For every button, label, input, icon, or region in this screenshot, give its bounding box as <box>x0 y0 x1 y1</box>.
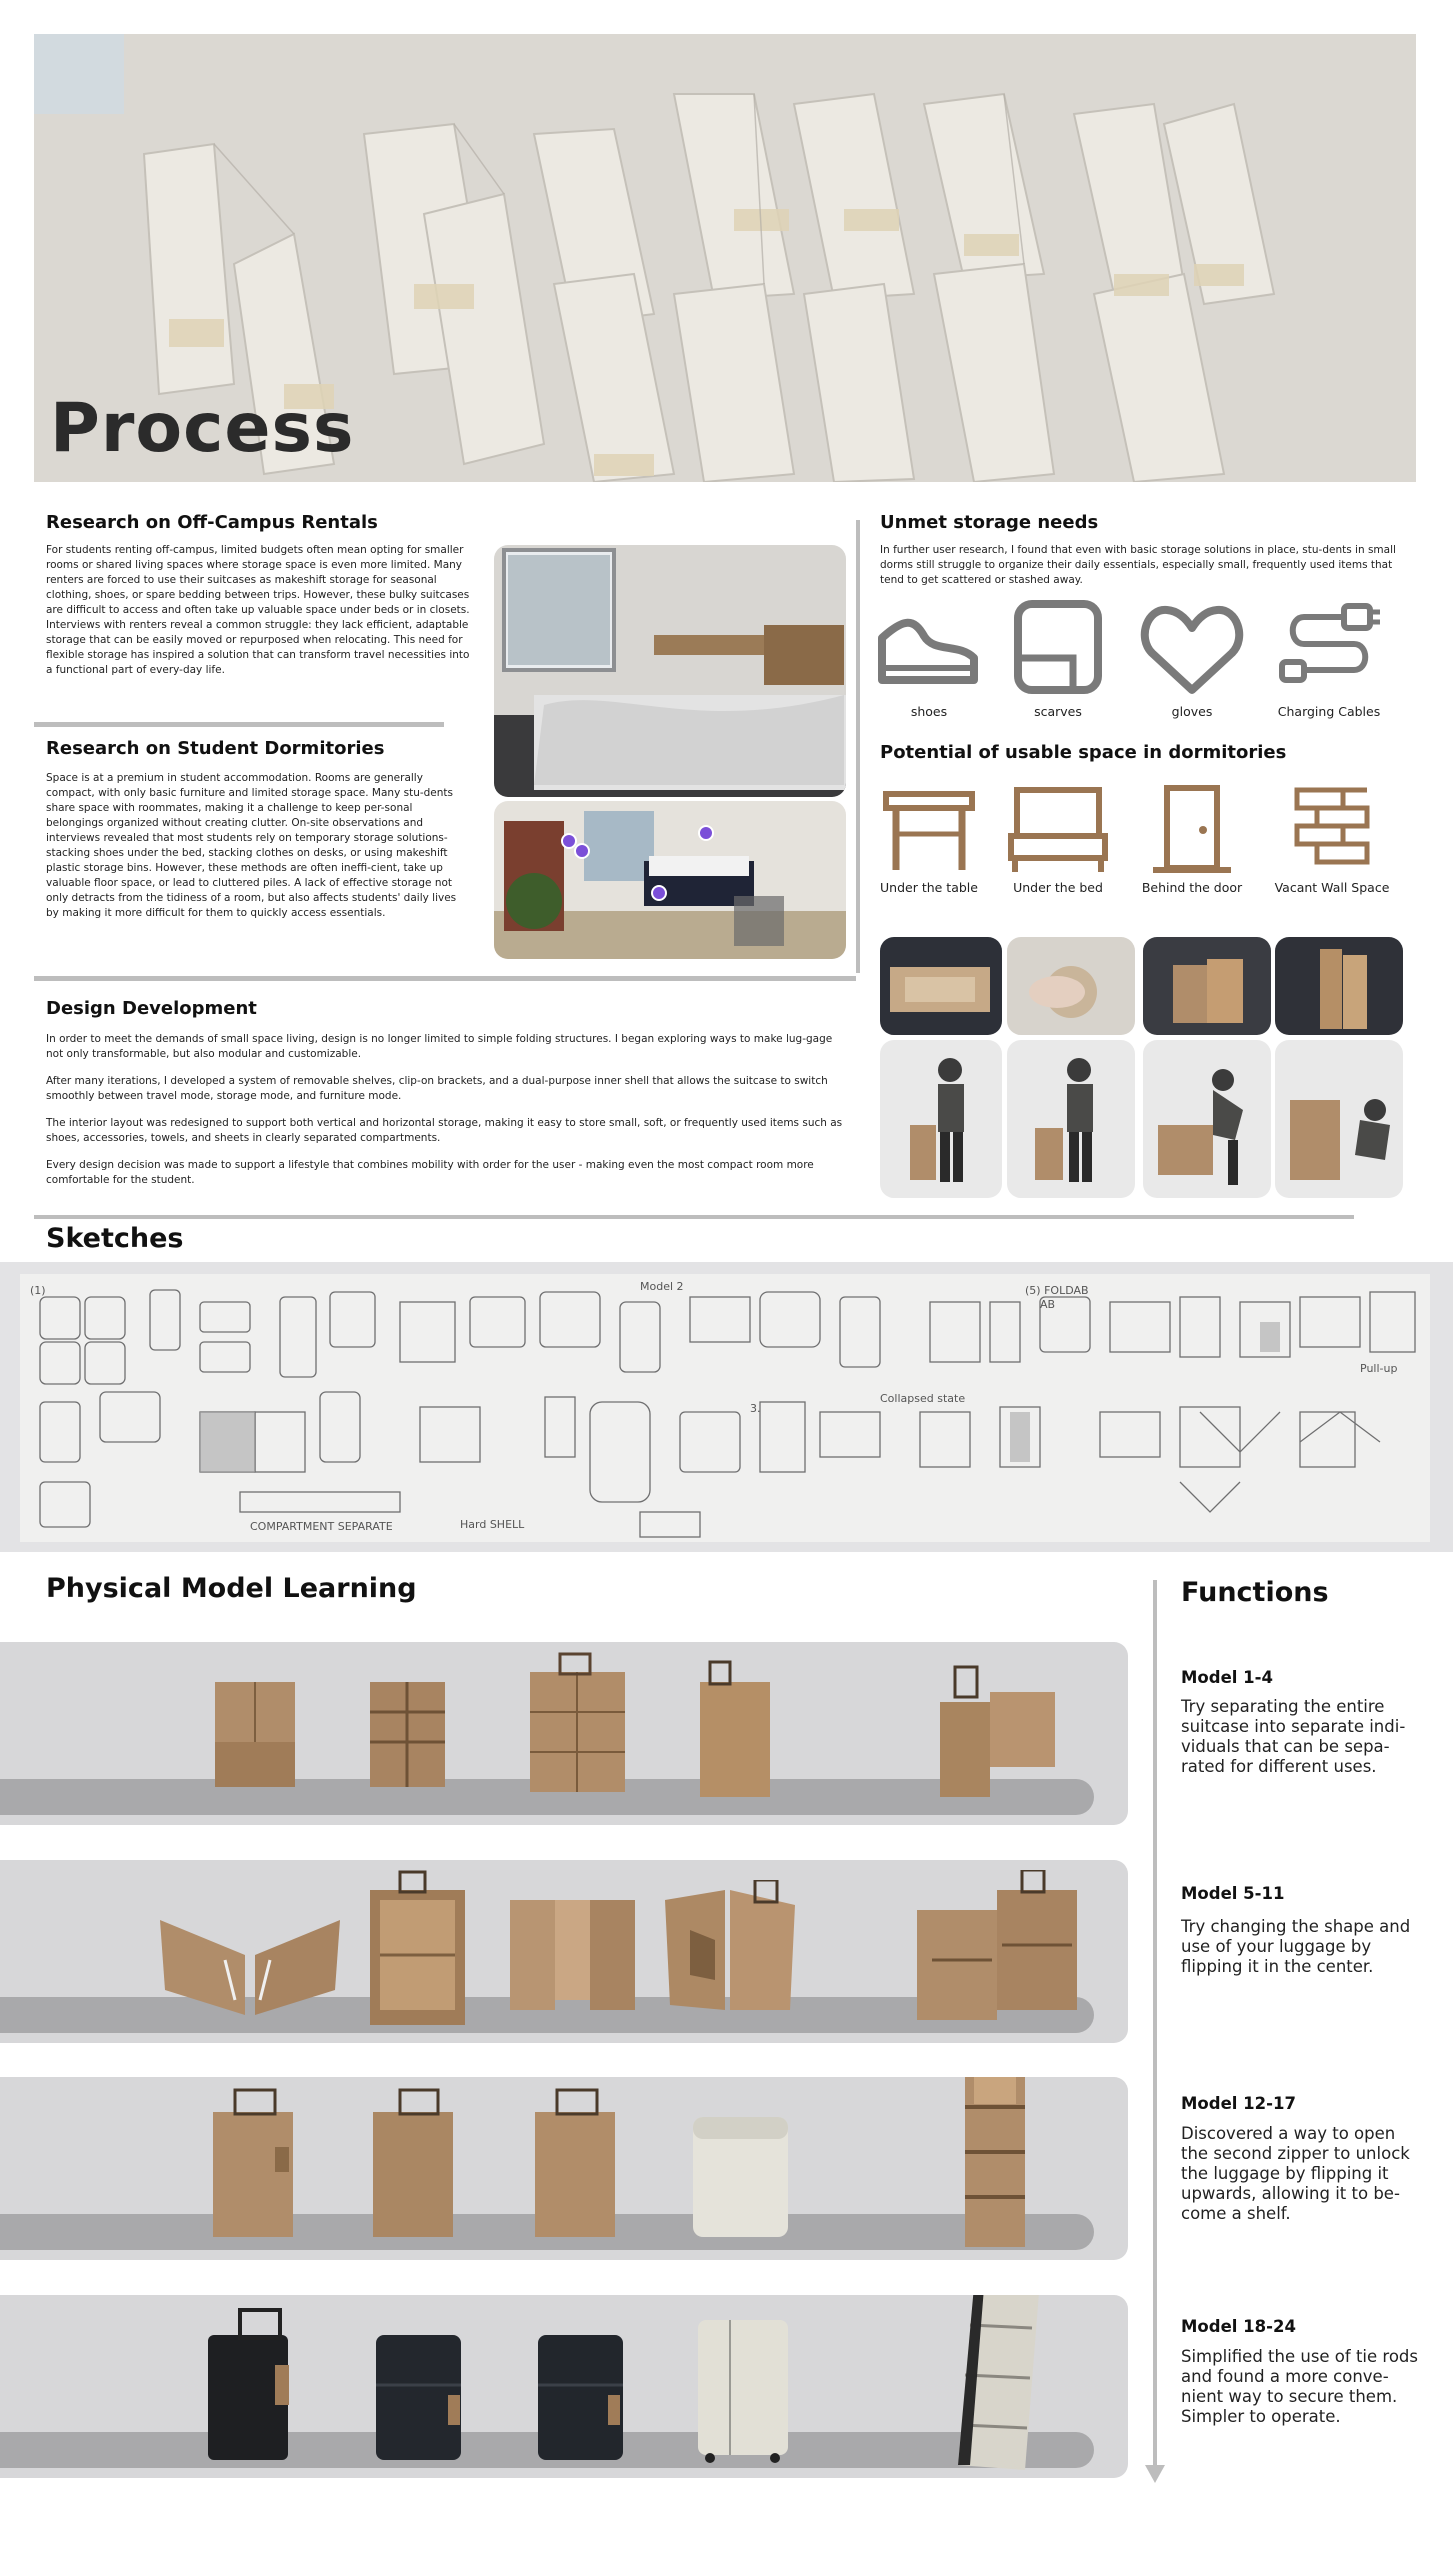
user-test-photo <box>1275 1040 1403 1198</box>
model-prototype <box>960 2077 1030 2252</box>
sketch-note: Model 2 <box>640 1280 684 1293</box>
sketch-note: (1) <box>30 1284 46 1297</box>
user-test-photo <box>880 1040 1002 1198</box>
prototype-photo <box>880 937 1002 1035</box>
model-shelf-row-2 <box>0 1860 1128 2043</box>
design-dev-paragraph: The interior layout was redesigned to support both vertical and horizontal storage, making it easy to store small, soft, or frequently used items such as shoes, accessories, towels, and sheets in clearly separated compartments. <box>46 1117 843 1144</box>
sketch-note: Collapsed state <box>880 1392 966 1405</box>
prototype-photo <box>1275 937 1403 1035</box>
model-shelf-row-3 <box>0 2077 1128 2260</box>
function-title: Model 18-24 <box>1181 2317 1296 2336</box>
model-shelf-row-4 <box>0 2295 1128 2478</box>
hero-banner <box>34 34 1416 482</box>
need-label: Charging Cables <box>1277 704 1381 719</box>
space-item-bed <box>1003 784 1113 895</box>
glove-icon <box>1137 598 1247 698</box>
need-item-gloves <box>1137 598 1247 719</box>
model-prototype <box>685 2102 795 2242</box>
dorms-heading: Research on Student Dormitories <box>46 738 385 759</box>
vertical-divider <box>856 520 860 973</box>
model-prototype <box>205 2087 300 2242</box>
hand-sketches <box>0 1262 1453 1552</box>
model-prototype <box>365 2087 460 2242</box>
bed-icon <box>1003 784 1113 874</box>
prototype-photo <box>1007 937 1135 1035</box>
unmet-heading: Unmet storage needs <box>880 512 1099 533</box>
shoe-icon <box>874 598 984 698</box>
function-title: Model 5-11 <box>1181 1884 1285 1903</box>
need-label: shoes <box>910 704 948 719</box>
function-title: Model 1-4 <box>1181 1668 1273 1687</box>
space-item-wall <box>1257 784 1407 895</box>
physical-model-heading: Physical Model Learning <box>46 1573 417 1604</box>
function-text: Try separating the entire suitcase into separate indi-viduals that can be sepa-rated for different uses. <box>1181 1697 1406 1776</box>
cable-icon <box>1274 598 1384 698</box>
model-prototype <box>530 2325 630 2465</box>
rentals-body: For students renting off-campus, limited budgets often mean opting for smaller rooms or shared living spaces where storage space is even more limited. Many renters are forced to use their suitcases as makeshift storage for seasonal clothing, shoes, or spare bedding between trips. However, these bulky suitcases are difficult to access and often take up valuable space under beds or in closets. Interviews with renters reveal a common struggle: they lack efficient, adaptable storage that can be easily moved or repurposed when relocating. This need for flexible storage has inspired a solution that can transform travel necessities into a functional part of every-day life. <box>46 544 470 676</box>
model-prototype <box>690 2310 795 2465</box>
need-label: gloves <box>1171 704 1213 719</box>
user-test-photo <box>1143 1040 1271 1198</box>
section-divider <box>34 722 444 727</box>
space-item-door <box>1137 784 1247 895</box>
sketch-note: (5) FOLDAB <box>1025 1284 1089 1297</box>
model-prototype <box>200 2305 300 2465</box>
prototype-photo <box>1143 937 1271 1035</box>
space-label: Under the bed <box>1013 880 1103 895</box>
user-test-photo <box>1007 1040 1135 1198</box>
model-prototype <box>205 1672 305 1792</box>
dorm-room-photo-2 <box>494 801 846 959</box>
section-divider <box>34 976 856 981</box>
model-prototype <box>935 1662 1065 1802</box>
model-shelf-row-1 <box>0 1642 1128 1825</box>
functions-heading: Functions <box>1181 1577 1329 1608</box>
brick-wall-icon <box>1277 784 1387 874</box>
need-item-scarves <box>1003 598 1113 719</box>
model-prototype <box>155 1900 345 2020</box>
scarf-icon <box>1003 598 1113 698</box>
sketches-heading: Sketches <box>46 1223 184 1254</box>
design-dev-paragraph: Every design decision was made to support a lifestyle that combines mobility with order for the user - making even the most compact room more comfortable for the student. <box>46 1159 814 1186</box>
sketch-note: Hard SHELL <box>460 1518 525 1531</box>
sketch-note: COMPARTMENT SEPARATE <box>250 1520 393 1533</box>
model-prototype <box>365 1870 470 2030</box>
function-text: Simplified the use of tie rods and found a more conve-nient way to secure them. Simpler to operate. <box>1181 2347 1418 2426</box>
model-prototype <box>505 1890 640 2015</box>
need-label: scarves <box>1034 704 1082 719</box>
sketches-panel <box>0 1262 1453 1552</box>
model-prototype <box>520 1652 635 1797</box>
sketch-note: Pull-up <box>1360 1362 1398 1375</box>
functions-arrow-line <box>1153 1580 1157 2470</box>
dorms-body: Space is at a premium in student accommodation. Rooms are generally compact, with only basic furniture and limited storage space. Many stu-dents share space with roommates, making it a challenge to keep per-sonal belongings organized without creating clutter. On-site observations and interviews revealed that most students rely on temporary storage solutions-stacking shoes under the bed, stacking clothes on desks, or using makeshift plastic storage bins. However, these methods are often ineffi-cient, take up valuable floor space, or lead to cluttered piles. A lack of effective storage not only detracts from the tidiness of a room, but also affects students' daily lives by making it more difficult for them to quickly access essentials. <box>46 772 457 919</box>
function-text: Try changing the shape and use of your luggage by flipping it in the center. <box>1181 1917 1411 1976</box>
potential-heading: Potential of usable space in dormitories <box>880 742 1287 763</box>
arrow-down-icon <box>1145 2465 1165 2483</box>
rentals-heading: Research on Off-Campus Rentals <box>46 512 378 533</box>
design-dev-heading: Design Development <box>46 998 257 1019</box>
model-prototype <box>950 2295 1045 2475</box>
model-prototype <box>912 1870 1082 2025</box>
space-label: Behind the door <box>1141 880 1243 895</box>
model-prototype <box>660 1880 800 2020</box>
section-divider <box>34 1215 1354 1219</box>
space-label: Vacant Wall Space <box>1274 880 1390 895</box>
need-item-shoes <box>874 598 984 719</box>
dorm-room-photo <box>494 545 846 797</box>
model-prototype <box>355 1667 455 1792</box>
table-icon <box>874 784 984 874</box>
space-label: Under the table <box>880 880 978 895</box>
design-dev-paragraph: After many iterations, I developed a system of removable shelves, clip-on brackets, and a dual-purpose inner shell that allows the suitcase to switch smoothly between travel mode, storage mode, and furniture mode. <box>46 1075 828 1102</box>
model-prototype <box>690 1657 780 1802</box>
function-title: Model 12-17 <box>1181 2094 1296 2113</box>
sketch-note: 3. <box>750 1402 761 1415</box>
sketch-note: AB <box>1040 1298 1056 1311</box>
page-title: Process <box>50 389 355 468</box>
model-prototype <box>527 2087 622 2242</box>
need-item-cables <box>1264 598 1394 719</box>
design-dev-paragraph: In order to meet the demands of small space living, design is no longer limited to simple folding structures. I began exploring ways to make lug-gage not only transformable, but also modular and customizable. <box>46 1033 833 1060</box>
space-item-table <box>874 784 984 895</box>
unmet-body: In further user research, I found that even with basic storage solutions in place, stu-dents in small dorms still struggle to organize their daily essentials, especially small, frequently used items that tend to get scattered or stashed away. <box>880 544 1396 586</box>
door-icon <box>1137 784 1247 874</box>
model-prototype <box>368 2325 468 2465</box>
function-text: Discovered a way to open the second zipper to unlock the luggage by flipping it upwards, allowing it to be-come a shelf. <box>1181 2124 1410 2223</box>
